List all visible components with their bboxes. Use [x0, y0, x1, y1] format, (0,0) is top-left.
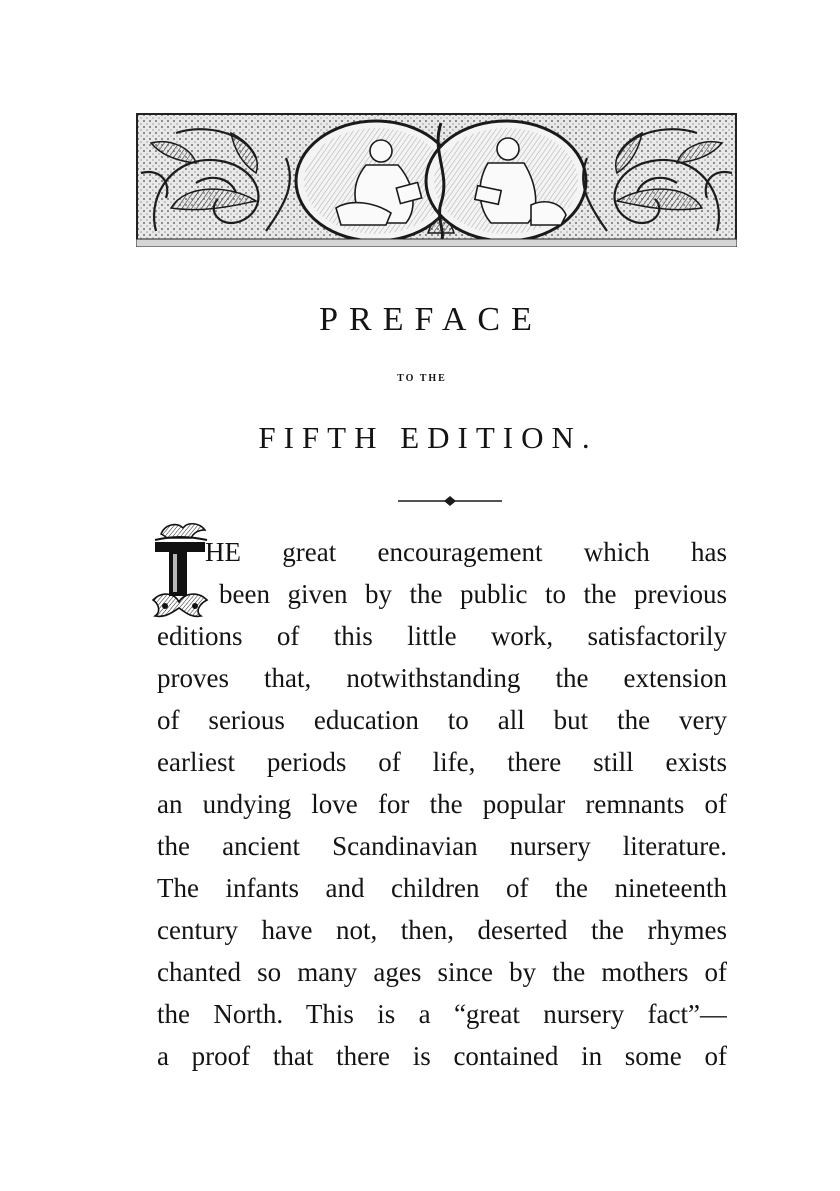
edition-subtitle: FIFTH EDITION.	[258, 420, 598, 455]
ornamental-headpiece-icon	[136, 113, 737, 247]
text-line: earliest periods of life, there still exists	[157, 747, 727, 777]
text-line: chanted so many ages since by the mothers of	[157, 957, 727, 987]
text-line: the North. This is a “great nursery fact”—	[157, 999, 727, 1029]
decorated-initial-icon	[151, 520, 209, 618]
text-line: HE great encouragement which has	[205, 537, 727, 567]
text-line: been given by the public to the previous	[219, 579, 727, 609]
text-line: century have not, then, deserted the rhymes	[157, 915, 727, 945]
page-title: PREFACE	[319, 301, 543, 338]
ornamental-rule-icon	[398, 494, 502, 506]
title-connector: TO THE	[397, 373, 447, 384]
text-line: the ancient Scandinavian nursery literature.	[157, 831, 727, 861]
text-line: of serious education to all but the very	[157, 705, 727, 735]
text-line: proves that, notwithstanding the extension	[157, 663, 727, 693]
text-line: editions of this little work, satisfactorily	[157, 621, 727, 651]
text-line: a proof that there is contained in some of	[157, 1041, 727, 1071]
text-line: The infants and children of the nineteenth	[157, 873, 727, 903]
text-line: an undying love for the popular remnants of	[157, 789, 727, 819]
